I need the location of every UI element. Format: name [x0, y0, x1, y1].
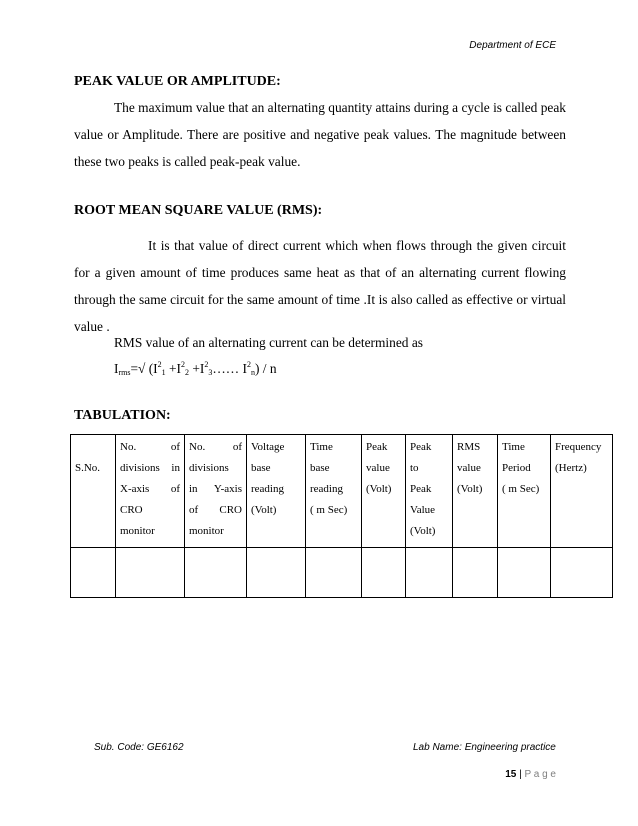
header-cell-time-base: Time base reading ( m Sec) [306, 435, 362, 548]
table-cell [306, 548, 362, 598]
tabulation-heading: TABULATION: [74, 408, 171, 423]
table-header-row [71, 435, 613, 548]
header-cell-time-period: Time Period ( m Sec) [498, 435, 551, 548]
table-cell [71, 548, 116, 598]
header-cell-peak-value: Peak value (Volt) [362, 435, 406, 548]
header-cell-frequency: Frequency (Hertz) [551, 435, 613, 548]
header-cell-y-divisions: No. of divisions in Y-axis of CRO monitor [185, 435, 247, 548]
footer-lab-name: Lab Name: Engineering practice [413, 742, 556, 753]
rms-heading: ROOT MEAN SQUARE VALUE (RMS): [74, 203, 323, 218]
footer-sub-code: Sub. Code: GE6162 [94, 742, 184, 753]
table-cell [498, 548, 551, 598]
table-cell [406, 548, 453, 598]
peak-paragraph [74, 94, 566, 175]
table-cell [362, 548, 406, 598]
peak-text: The maximum value that an alternating quantity attains during a cycle is called peak value or Amplitude. There are positive and negative peak values. The magnitude between these two peaks is called peak-peak value. [74, 100, 566, 169]
table-cell [453, 548, 498, 598]
header-cell-sno: S.No. [71, 435, 116, 548]
rms-paragraph [74, 232, 566, 340]
header-cell-peak-to-peak: Peak to Peak Value (Volt) [406, 435, 453, 548]
peak-heading: PEAK VALUE OR AMPLITUDE: [74, 74, 281, 89]
header-cell-voltage-base: Voltage base reading (Volt) [247, 435, 306, 548]
rms-intro-line: RMS value of an alternating current can be determined as [114, 335, 423, 350]
header-department: Department of ECE [469, 40, 556, 51]
header-cell-x-divisions: No. of divisions in X-axis of CRO monitor [116, 435, 185, 548]
header-cell-rms-value: RMS value (Volt) [453, 435, 498, 548]
table-cell [116, 548, 185, 598]
table-cell [247, 548, 306, 598]
table-cell [185, 548, 247, 598]
table-cell [551, 548, 613, 598]
rms-text: It is that value of direct current which when flows through the given circuit for a given amount of time produces same heat as that of an alternating current flowing through the same circuit for the same amount of time .It is also called as effective or virtual value . [74, 238, 566, 334]
rms-formula: $I_{rms}=√$ ($I^2_1 +I^2_2$ $+I^2_3\dots\dots$ $I^2_n$) / n [114, 360, 277, 377]
tabulation-table [70, 434, 613, 598]
table-empty-row [71, 548, 613, 598]
page-number: 15 | P a g e [505, 769, 556, 780]
